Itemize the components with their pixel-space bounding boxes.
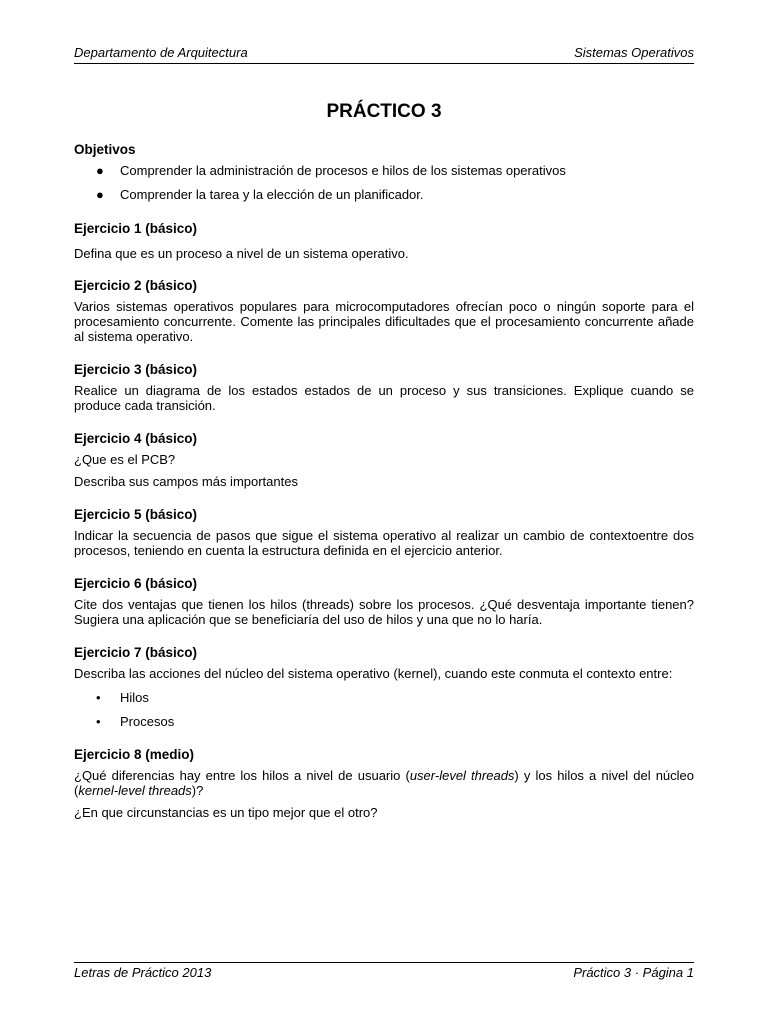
document-body — [74, 142, 694, 820]
footer-page-number: Práctico 3 · Página 1 — [573, 965, 694, 980]
exercise-7-text: Describa las acciones del núcleo del sistema operativo (kernel), cuando este conmuta el contexto entre: — [74, 666, 673, 681]
page-header — [74, 45, 694, 64]
exercise-1-text: Defina que es un proceso a nivel de un sistema operativo. — [74, 246, 409, 261]
exercise-3-text: Realice un diagrama de los estados estados de un proceso y sus transiciones. Explique cuando se produce cada transición. — [74, 383, 694, 413]
bullet-icon: ● — [96, 163, 104, 178]
bullet-icon: • — [96, 690, 101, 705]
list-item: ● Comprender la tarea y la elección de un planificador. — [96, 187, 424, 202]
list-item: • Hilos — [96, 690, 149, 705]
page-footer — [74, 962, 694, 980]
exercise-4-text-2: Describa sus campos más importantes — [74, 474, 298, 489]
exercise-1-heading: Ejercicio 1 (básico) — [74, 221, 198, 236]
exercise-2-heading: Ejercicio 2 (básico) — [74, 278, 198, 293]
objectives-heading: Objetivos — [74, 142, 136, 157]
exercise-7-list — [74, 690, 694, 729]
exercise-6-text: Cite dos ventajas que tienen los hilos (threads) sobre los procesos. ¿Qué desventaja importante tienen? Sugiera una aplicación que se beneficiaría del uso de hilos y una que no lo haría. — [74, 597, 694, 627]
exercise-3-heading: Ejercicio 3 (básico) — [74, 362, 198, 377]
exercise-2-text: Varios sistemas operativos populares para microcomputadores ofrecían poco o ningún soporte para el procesamiento concurrente. Comente las principales dificultades que el procesamiento concurrente añade al sistema operativo. — [74, 299, 694, 344]
exercise-4-heading: Ejercicio 4 (básico) — [74, 431, 198, 446]
bullet-icon: • — [96, 714, 101, 729]
exercise-5-text: Indicar la secuencia de pasos que sigue el sistema operativo al realizar un cambio de contextoentre dos procesos, teniendo en cuenta la estructura definida en el ejercicio anterior. — [74, 528, 694, 558]
header-department: Departamento de Arquitectura — [74, 45, 248, 60]
exercise-4-text: ¿Que es el PCB? — [74, 452, 176, 467]
exercise-5-heading: Ejercicio 5 (básico) — [74, 507, 198, 522]
exercise-6-heading: Ejercicio 6 (básico) — [74, 576, 198, 591]
exercise-8-text: ¿Qué diferencias hay entre los hilos a nivel de usuario (user-level threads) y los hilos a nivel del núcleo (kernel-level threads)? — [74, 768, 694, 798]
exercise-8-text-2: ¿En que circunstancias es un tipo mejor que el otro? — [74, 805, 378, 820]
objectives-list — [74, 163, 694, 202]
list-item: ● Comprender la administración de procesos e hilos de los sistemas operativos — [96, 163, 566, 178]
bullet-icon: ● — [96, 187, 104, 202]
header-course: Sistemas Operativos — [574, 45, 694, 60]
page-title: PRÁCTICO 3 — [326, 101, 442, 122]
list-item: • Procesos — [96, 714, 175, 729]
exercise-7-heading: Ejercicio 7 (básico) — [74, 645, 198, 660]
footer-left: Letras de Práctico 2013 — [74, 965, 212, 980]
exercise-8-heading: Ejercicio 8 (medio) — [74, 747, 195, 762]
